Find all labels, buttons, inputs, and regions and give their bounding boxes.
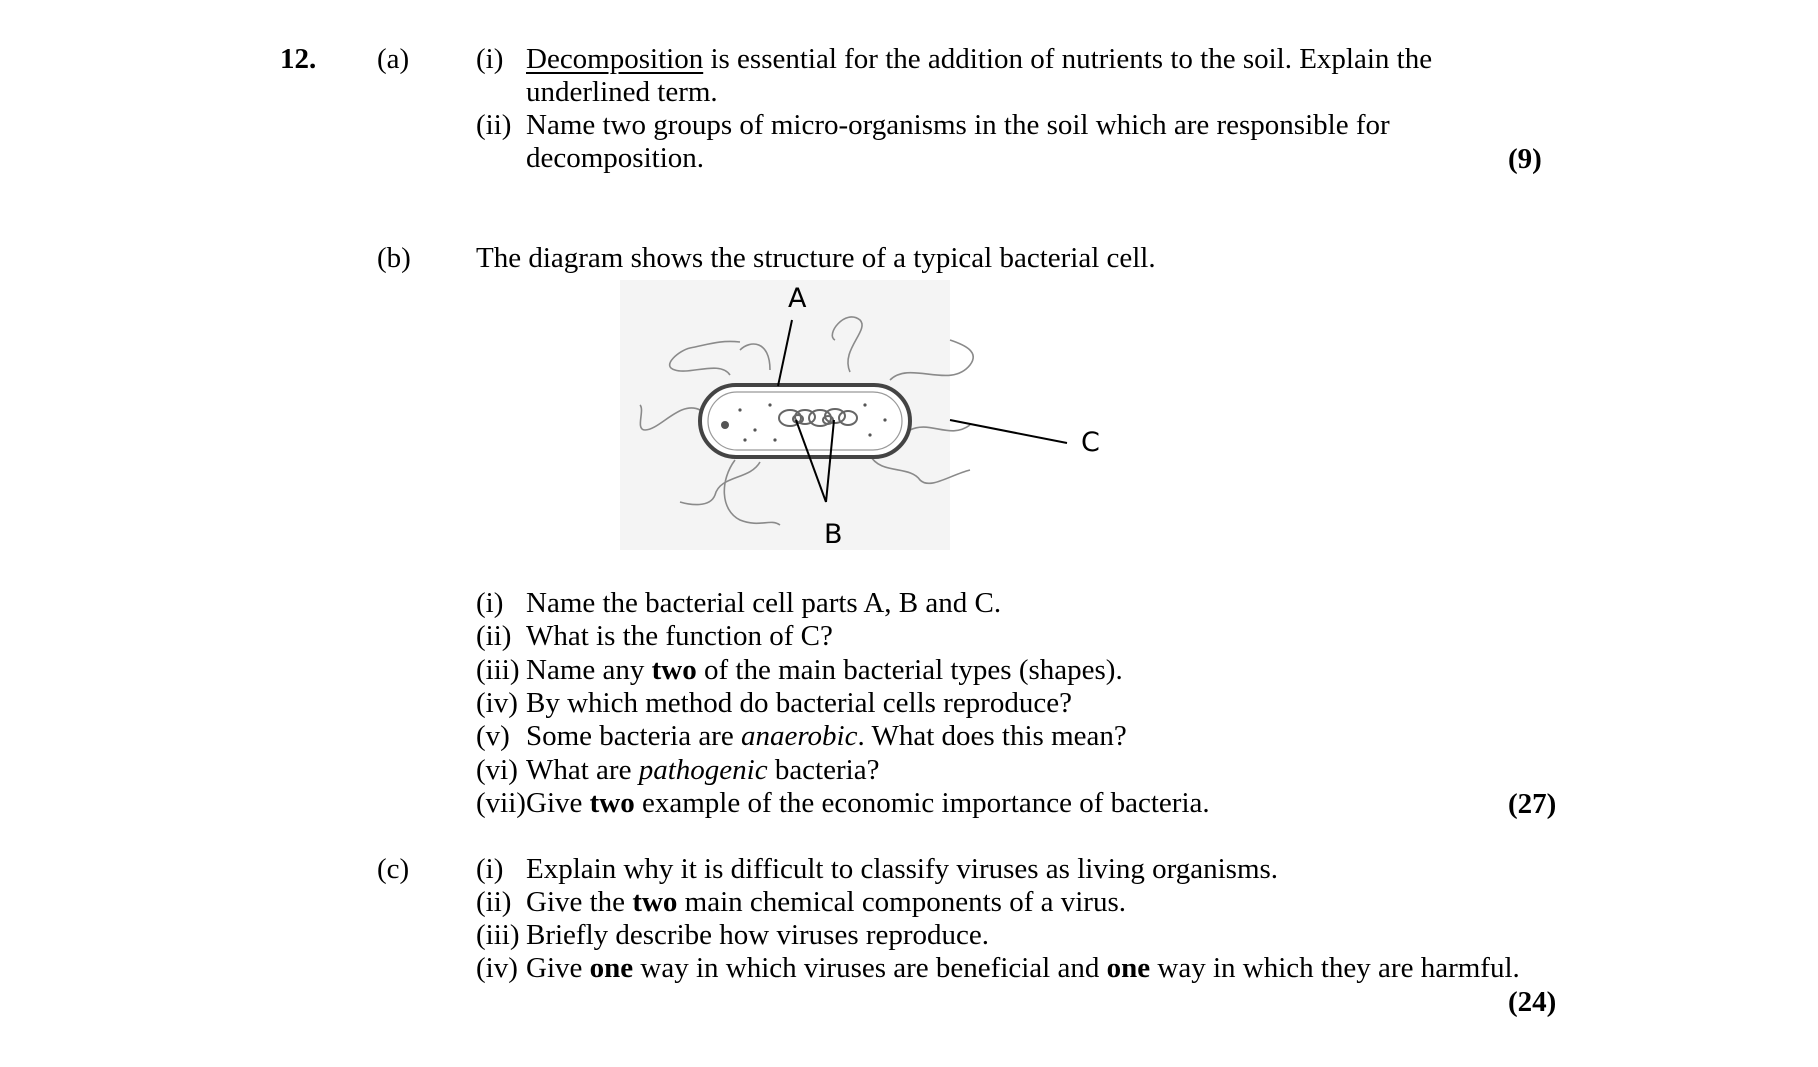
part-b-item-number: (i) bbox=[476, 587, 504, 619]
part-b-item-text bbox=[526, 754, 879, 787]
part-a-ii-number: (ii) bbox=[476, 109, 512, 141]
part-b-item-text-pre: Name the bacterial cell parts A, B and C. bbox=[526, 587, 1002, 619]
part-b-item-text-post: bacteria? bbox=[767, 754, 880, 786]
part-a-i-text-rest: is essential for the addition of nutrients to the soil. Explain the bbox=[703, 43, 1433, 75]
part-a-i-text bbox=[526, 43, 1432, 76]
diagram-label-a: A bbox=[788, 283, 807, 314]
part-b-item-text bbox=[526, 587, 1001, 620]
part-b-item-text bbox=[526, 620, 833, 653]
part-b-item-text-emphasis: two bbox=[589, 787, 635, 819]
part-c-i-text: Explain why it is difficult to classify viruses as living organisms. bbox=[526, 853, 1279, 885]
part-b-item-number: (vi) bbox=[476, 754, 518, 786]
part-b-item-text-pre: By which method do bacterial cells reproduce? bbox=[526, 687, 1072, 719]
part-b-item-text-emphasis: pathogenic bbox=[638, 754, 768, 786]
part-c-ii-post: main chemical components of a virus. bbox=[677, 886, 1126, 918]
part-c-ii-bold: two bbox=[632, 886, 678, 918]
part-b-item-text-pre: What are bbox=[526, 754, 639, 786]
part-b-item-text-post: . What does this mean? bbox=[857, 720, 1127, 752]
granule bbox=[738, 408, 741, 411]
part-b-item-text-post: of the main bacterial types (shapes). bbox=[696, 654, 1123, 686]
granule bbox=[863, 403, 866, 406]
part-b-item-text-emphasis: anaerobic bbox=[740, 720, 858, 752]
part-c-ii-text bbox=[526, 886, 1126, 919]
part-b-item-text bbox=[526, 787, 1210, 820]
granule bbox=[883, 418, 886, 421]
part-c-iv-pre: Give bbox=[526, 952, 590, 984]
granule bbox=[773, 438, 776, 441]
part-c-iv-text bbox=[526, 952, 1520, 985]
granule bbox=[743, 438, 746, 441]
part-b-item-number: (iv) bbox=[476, 687, 518, 719]
diagram-label-b: B bbox=[824, 519, 843, 550]
part-a-label: (a) bbox=[377, 43, 410, 75]
part-c-iv-post: way in which they are harmful. bbox=[1150, 952, 1520, 984]
part-b-intro: The diagram shows the structure of a typical bacterial cell. bbox=[476, 242, 1156, 274]
part-a-i-number: (i) bbox=[476, 43, 504, 75]
part-b-item-text bbox=[526, 720, 1127, 753]
question-number: 12. bbox=[280, 43, 317, 75]
leader-line-c bbox=[950, 420, 1067, 443]
part-b-item-number: (ii) bbox=[476, 620, 512, 652]
part-b-item-text-pre: Give bbox=[526, 787, 590, 819]
part-b-item-text-pre: Some bacteria are bbox=[526, 720, 741, 752]
part-b-item-number: (v) bbox=[476, 720, 510, 752]
granule bbox=[721, 421, 729, 429]
part-c-label: (c) bbox=[377, 853, 410, 885]
part-c-marks: (24) bbox=[1508, 986, 1557, 1018]
diagram-label-c: C bbox=[1081, 427, 1100, 458]
part-c-iii-text: Briefly describe how viruses reproduce. bbox=[526, 919, 990, 951]
part-c-iv-number: (iv) bbox=[476, 952, 518, 984]
part-b-item-number: (vii) bbox=[476, 787, 526, 819]
granule bbox=[768, 403, 771, 406]
part-b-item-text-pre: What is the function of C? bbox=[526, 620, 833, 652]
part-b-item-text-post: example of the economic importance of bacteria. bbox=[634, 787, 1210, 819]
granule bbox=[868, 433, 871, 436]
part-c-iii-number: (iii) bbox=[476, 919, 520, 951]
part-c-i-number: (i) bbox=[476, 853, 504, 885]
part-b-item-text-emphasis: two bbox=[651, 654, 697, 686]
part-c-iv-bold1: one bbox=[589, 952, 634, 984]
part-a-marks: (9) bbox=[1508, 143, 1542, 175]
part-b-item-number: (iii) bbox=[476, 654, 520, 686]
part-b-label: (b) bbox=[377, 242, 411, 274]
part-a-ii-text: Name two groups of micro-organisms in the soil which are responsible for bbox=[526, 109, 1390, 141]
part-a-ii-text-line2: decomposition. bbox=[526, 142, 705, 174]
part-b-item-text bbox=[526, 654, 1123, 687]
part-c-ii-pre: Give the bbox=[526, 886, 633, 918]
granule bbox=[753, 428, 756, 431]
part-c-iv-mid: way in which viruses are beneficial and bbox=[633, 952, 1107, 984]
part-b-marks: (27) bbox=[1508, 788, 1557, 820]
part-b-item-text bbox=[526, 687, 1072, 720]
part-b-item-text-pre: Name any bbox=[526, 654, 652, 686]
part-a-i-text-line2: underlined term. bbox=[526, 76, 718, 108]
bacterial-cell-diagram bbox=[620, 280, 1140, 560]
part-c-ii-number: (ii) bbox=[476, 886, 512, 918]
part-c-iv-bold2: one bbox=[1106, 952, 1151, 984]
underlined-term: Decomposition bbox=[526, 43, 704, 75]
